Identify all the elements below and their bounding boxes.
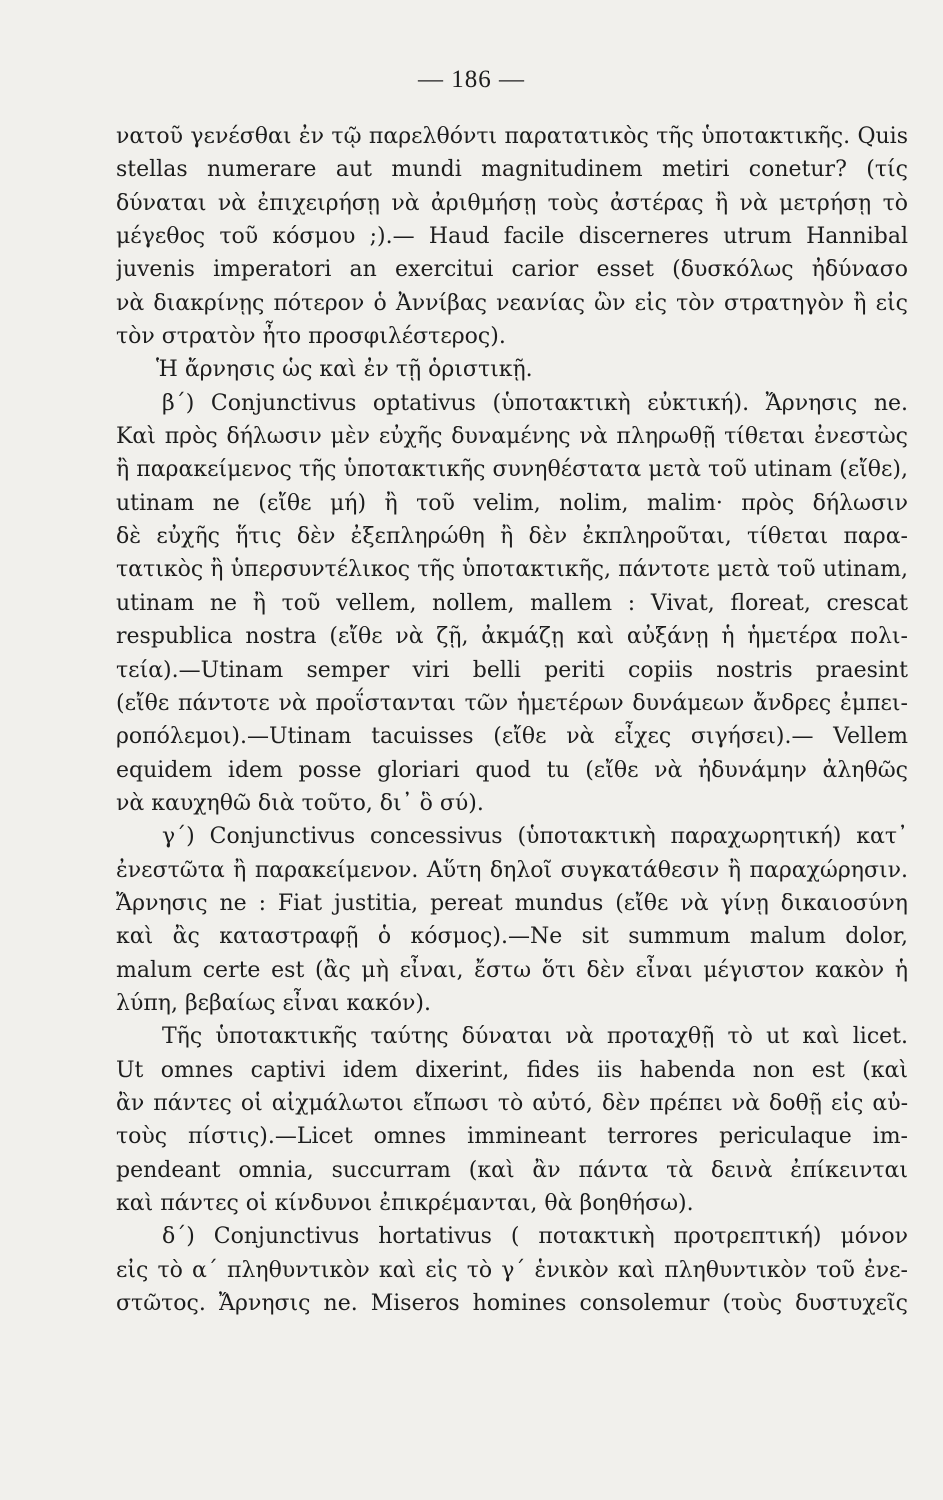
text-line: Ut omnes captivi idem dixerint, fides iis habenda non est (καὶ: [116, 1057, 908, 1083]
page-number: — 186 —: [418, 66, 525, 93]
text-line: δύναται νὰ ἐπιχειρήσῃ νὰ ἀριθμήσῃ τοὺς ἀστέρας ἢ νὰ μετρήσῃ τὸ: [116, 190, 908, 216]
text-line: στῶτος. Ἄρνησις ne. Miseros homines consolemur (τοὺς δυστυχεῖς: [116, 1291, 908, 1317]
text-line: Ἄρνησις ne : Fiat justitia, pereat mundus (εἴθε νὰ γίνῃ δικαιοσύνη: [116, 890, 908, 916]
text-line: Καὶ πρὸς δήλωσιν μὲν εὐχῆς δυναμένης νὰ πληρωθῇ τίθεται ἐνεστὼς: [116, 424, 908, 450]
text-line: γ΄) Conjunctivus concessivus (ὑποτακτικὴ παραχωρητική) κατ᾽: [162, 824, 908, 850]
text-line: νατοῦ γενέσθαι ἐν τῷ παρελθόντι παρατατικὸς τῆς ὑποτακτικῆς. Quis: [116, 124, 908, 149]
text-line: καὶ πάντες οἱ κίνδυνοι ἐπικρέμανται, θὰ βοηθήσω).: [116, 1191, 694, 1216]
text-line: ροπόλεμοι).—Utinam tacuisses (εἴθε νὰ εἶχες σιγήσει).— Vellem: [116, 724, 908, 750]
text-line: δὲ εὐχῆς ἥτις δὲν ἐξεπληρώθη ἢ δὲν ἐκπληροῦται, τίθεται παρα-: [116, 524, 908, 550]
text-line: νὰ καυχηθῶ διὰ τοῦτο, δι᾽ ὃ σύ).: [116, 790, 484, 816]
text-line: τατικὸς ἢ ὑπερσυντέλικος τῆς ὑποτακτικῆς, πάντοτε μετὰ τοῦ utinam,: [116, 557, 908, 583]
text-line: equidem idem posse gloriari quod tu (εἴθε νὰ ἠδυνάμην ἀληθῶς: [116, 757, 908, 783]
text-line: καὶ ἂς καταστραφῇ ὁ κόσμος).—Ne sit summum malum dolor,: [116, 924, 908, 950]
text-line: λύπη, βεβαίως εἶναι κακόν).: [116, 990, 431, 1016]
text-line: respublica nostra (εἴθε νὰ ζῇ, ἀκμάζῃ καὶ αὐξάνῃ ἡ ἡμετέρα πολι-: [116, 624, 908, 650]
text-line: ἢ παρακείμενος τῆς ὑποτακτικῆς συνηθέστατα μετὰ τοῦ utinam (εἴθε),: [116, 457, 908, 483]
text-line: νὰ διακρίνῃς πότερον ὁ Ἀννίβας νεανίας ὢν εἰς τὸν στρατηγὸν ἢ εἰς: [116, 290, 908, 316]
text-line: juvenis imperatori an exercitui carior esset (δυσκόλως ἠδύνασο: [116, 257, 908, 283]
text-line: utinam ne (εἴθε μή) ἢ τοῦ velim, nolim, malim· πρὸς δήλωσιν: [116, 490, 908, 516]
text-line: stellas numerare aut mundi magnitudinem metiri conetur? (τίς: [116, 157, 908, 183]
text-line: δ΄) Conjunctivus hortativus ( ποτακτικὴ προτρεπτική) μόνον: [162, 1224, 908, 1250]
text-line: Ἡ ἄρνησις ὡς καὶ ἐν τῇ ὁριστικῇ.: [156, 357, 533, 383]
text-line: τοὺς πίστις).—Licet omnes immineant terrores periculaque im-: [116, 1124, 908, 1150]
text-line: ἐνεστῶτα ἢ παρακείμενον. Αὕτη δηλοῖ συγκατάθεσιν ἢ παραχώρησιν.: [116, 857, 908, 883]
text-line: β΄) Conjunctivus optativus (ὑποτακτικὴ εὐκτική). Ἄρνησις ne.: [162, 390, 908, 416]
text-line: pendeant omnia, succurram (καὶ ἂν πάντα τὰ δεινὰ ἐπίκεινται: [116, 1157, 908, 1183]
text-line: εἰς τὸ α΄ πληθυντικὸν καὶ εἰς τὸ γ΄ ἑνικὸν καὶ πληθυντικὸν τοῦ ἐνε-: [116, 1257, 908, 1283]
text-line: utinam ne ἢ τοῦ vellem, nollem, mallem : Vivat, floreat, crescat: [116, 590, 908, 616]
text-line: μέγεθος τοῦ κόσμου ;).— Haud facile discerneres utrum Hannibal: [116, 224, 908, 250]
text-line: malum certe est (ἂς μὴ εἶναι, ἔστω ὅτι δὲν εἶναι μέγιστον κακὸν ἡ: [116, 957, 908, 983]
text-line: ἂν πάντες οἱ αἰχμάλωτοι εἴπωσι τὸ αὐτό, δὲν πρέπει νὰ δοθῇ εἰς αὐ-: [116, 1090, 908, 1116]
body-text: [116, 120, 908, 1320]
text-line: (εἴθε πάντοτε νὰ προΐστανται τῶν ἡμετέρων δυνάμεων ἄνδρες ἐμπει-: [116, 690, 908, 716]
text-line: τεία).—Utinam semper viri belli periti copiis nostris praesint: [116, 657, 908, 683]
text-line: τὸν στρατὸν ἦτο προσφιλέστερος).: [116, 324, 506, 350]
text-line: Τῆς ὑποτακτικῆς ταύτης δύναται νὰ προταχθῇ τὸ ut καὶ licet.: [162, 1024, 908, 1050]
